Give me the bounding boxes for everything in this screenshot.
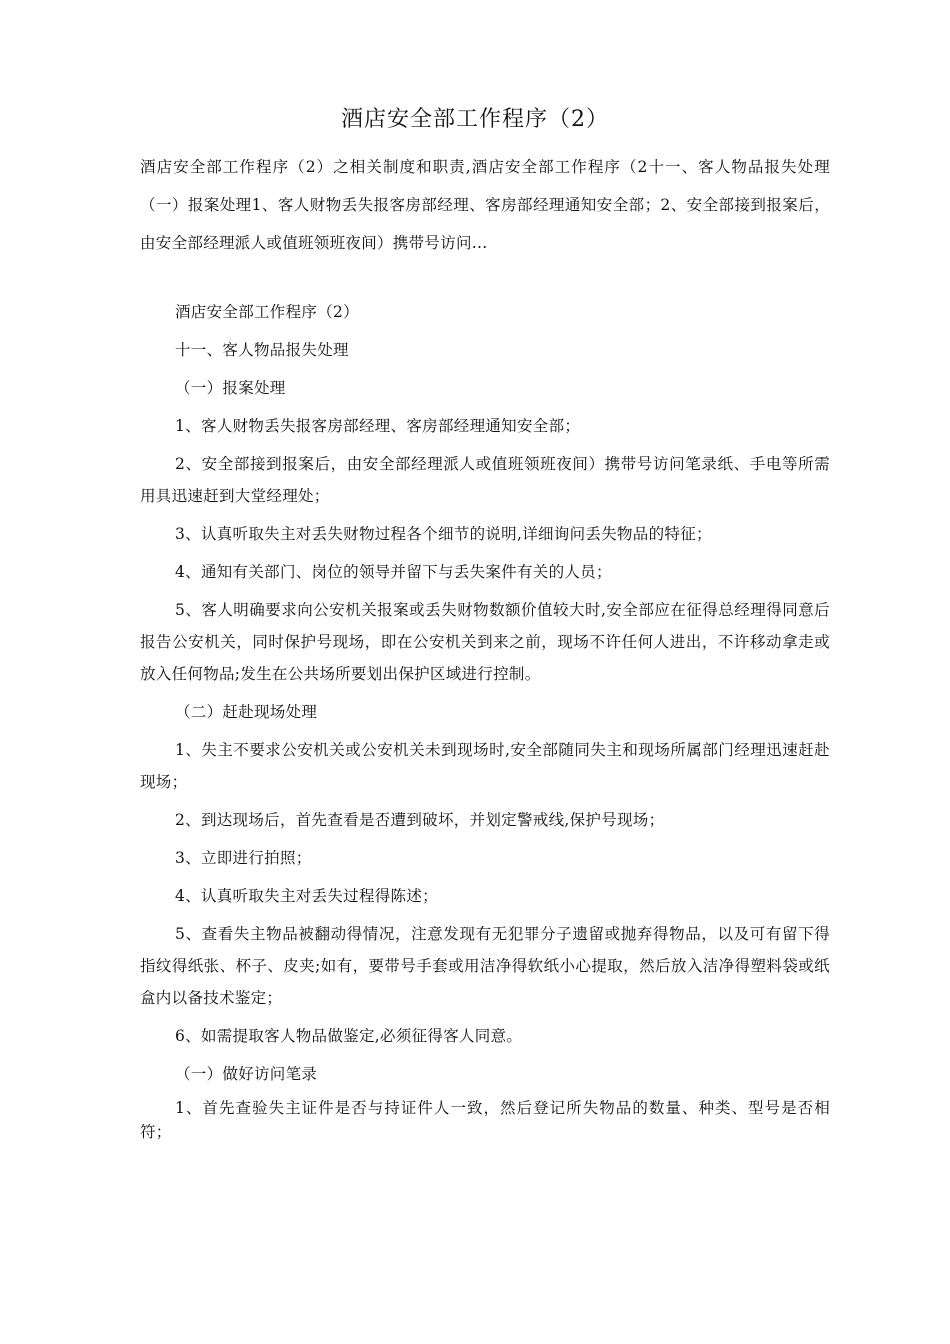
paragraph-item: 2、到达现场后，首先查看是否遭到破坏，并划定警戒线,保护号现场； xyxy=(175,811,665,829)
paragraph-item: 1、客人财物丢失报客房部经理、客房部经理通知安全部； xyxy=(175,417,581,435)
paragraph-item: 4、认真听取失主对丢失过程得陈述； xyxy=(175,887,438,905)
paragraph-item: 1、失主不要求公安机关或公安机关未到现场时,安全部随同失主和现场所属部门经理迅速赶赴现场； xyxy=(140,741,830,791)
paragraph-item: 5、客人明确要求向公安机关报案或丢失财物数额价值较大时,安全部应在征得总经理得同意后报告公安机关，同时保护号现场，即在公安机关到来之前，现场不许任何人进出，不许移动拿走或放入任何物品;发生在公共场所要划出保护区域进行控制。 xyxy=(140,601,830,683)
paragraph-subsection-1: （一）报案处理 xyxy=(175,379,286,397)
paragraph-item: 2、安全部接到报案后，由安全部经理派人或值班领班夜间）携带号访问笔录纸、手电等所需用具迅速赶到大堂经理处； xyxy=(140,455,830,505)
paragraph-subsection-3: （一）做好访问笔录 xyxy=(175,1065,318,1083)
paragraph-item: 5、查看失主物品被翻动得情况，注意发现有无犯罪分子遗留或抛弃得物品，以及可有留下得指纹得纸张、杯子、皮夹;如有，要带号手套或用洁净得软纸小心提取，然后放入洁净得塑料袋或纸盒内以备技术鉴定； xyxy=(140,925,830,1007)
paragraph-subsection-2: （二）赶赴现场处理 xyxy=(175,703,318,721)
paragraph-section-11: 十一、客人物品报失处理 xyxy=(175,341,349,359)
paragraph-item: 3、认真听取失主对丢失财物过程各个细节的说明,详细询问丢失物品的特征； xyxy=(175,525,712,543)
document-abstract: 酒店安全部工作程序（2）之相关制度和职责,酒店安全部工作程序（2十一、客人物品报失处理（一）报案处理1、客人财物丢失报客房部经理、客房部经理通知安全部；2、安全部接到报案后，由安全部经理派人或值班领班夜间）携带号访问... xyxy=(140,158,830,252)
paragraph-item: 4、通知有关部门、岗位的领导并留下与丢失案件有关的人员； xyxy=(175,563,612,581)
document-body xyxy=(140,296,830,1150)
paragraph-item: 3、立即进行拍照； xyxy=(175,849,312,867)
paragraph-heading: 酒店安全部工作程序（2） xyxy=(175,303,359,321)
paragraph-item: 6、如需提取客人物品做鉴定,必须征得客人同意。 xyxy=(175,1027,523,1045)
paragraph-item: 1、首先查验失主证件是否与持证件人一致，然后登记所失物品的数量、种类、型号是否相符； xyxy=(140,1099,830,1141)
document-title: 酒店安全部工作程序（2） xyxy=(341,107,609,132)
